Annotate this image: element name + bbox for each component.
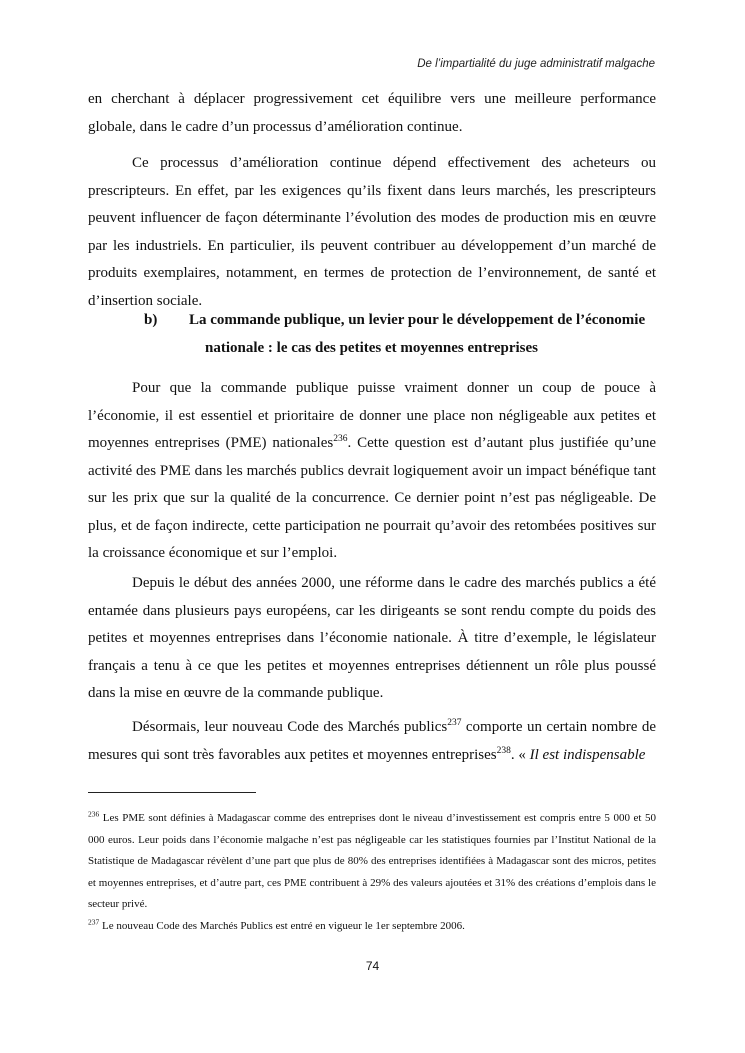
footnote-ref-236[interactable]: 236	[333, 434, 348, 444]
footnote-ref-237[interactable]: 237	[447, 718, 462, 728]
paragraph-continuation	[88, 86, 656, 141]
paragraph-text	[88, 714, 656, 769]
footnotes	[88, 808, 656, 938]
page-number: 74	[365, 959, 380, 973]
paragraph-text: Depuis le début des années 2000, une réforme dans le cadre des marchés publics a été entamée dans plusieurs pays européens, car les dirigeants se sont rendu compte du poids des petites et moyennes entreprises dans l’économie nationale. À titre d’exemple, le législateur français a tenu à ce que les petites et moyennes entreprises détiennent un rôle plus poussé dans la mise en œuvre de la commande publique.	[88, 575, 656, 701]
heading-number: b)	[144, 312, 158, 328]
text-run: . Cette question est d’autant plus justifiée qu’une activité des PME dans les marchés publics devrait logiquement avoir un impact bénéfique tant sur les prix que sur la qualité de la concurrence. Ce dernier point n’est pas négligeable. De plus, et de façon indirecte, cette participation ne pourrait qu’avoir des retombées positives sur la croissance économique et sur l’emploi.	[88, 435, 656, 561]
paragraph-prescripteurs	[88, 150, 656, 315]
paragraph-reforme	[88, 570, 656, 708]
heading-line-2: nationale : le cas des petites et moyennes entreprises	[205, 340, 539, 356]
footnote-ref-238[interactable]: 238	[496, 745, 511, 756]
footnote-number: 236	[88, 809, 100, 819]
footnote-237	[88, 916, 656, 938]
footnote-text: Le nouveau Code des Marchés Publics est entré en vigueur le 1er septembre 2006.	[99, 919, 465, 932]
footnote-separator	[88, 792, 256, 793]
text-run: comporte un certain nombre de mesures qui sont très favorables aux petites et moyennes entreprises	[88, 719, 656, 763]
text-run: Désormais, leur nouveau Code des Marchés publics	[132, 719, 448, 735]
heading-line-1: La commande publique, un levier pour le développement de l’économie	[189, 312, 646, 328]
footnote-text: Les PME sont définies à Madagascar comme des entreprises dont le niveau d’investissement est compris entre 5 000 et 50 000 euros. Leur poids dans l’économie malgache n’est pas négligeable car les statistiques fournies par l’Institut National de la Statistique de Madagascar révèlent d’une part que plus de 80% des entreprises identifiées à Madagascar sont des micros, petites et moyennes entreprises, et d’autre part, ces PME contribuent à 29% des valeurs ajoutées et 31% des créations d’emplois dans le secteur privé.	[88, 812, 656, 911]
paragraph-text: Ce processus d’amélioration continue dépend effectivement des acheteurs ou prescripteurs. En effet, par les exigences qu’ils fixent dans leurs marchés, les prescripteurs peuvent influencer de façon déterminante l’évolution des modes de production mis en œuvre par les industriels. En particulier, ils peuvent contribuer au développement d’un marché de produits exemplaires, notamment, en termes de protection de l’environnement, de santé et d’insertion sociale.	[88, 155, 656, 309]
paragraph-code	[88, 714, 656, 769]
text-run: . «	[510, 746, 530, 763]
quote-start: Il est indispensable	[529, 746, 646, 763]
footnote-236	[88, 808, 656, 916]
running-header: De l’impartialité du juge administratif malgache	[417, 58, 655, 70]
paragraph-pme	[88, 375, 656, 568]
text-run: Pour que la commande publique puisse vraiment donner un coup de pouce à l’économie, il est essentiel et prioritaire de donner une place non négligeable aux petites et moyennes entreprises (PME) nationales	[88, 380, 656, 451]
footnote-number: 237	[88, 917, 100, 927]
paragraph-text	[88, 375, 656, 568]
paragraph-text: en cherchant à déplacer progressivement cet équilibre vers une meilleure performance globale, dans le cadre d’un processus d’amélioration continue.	[88, 91, 656, 135]
